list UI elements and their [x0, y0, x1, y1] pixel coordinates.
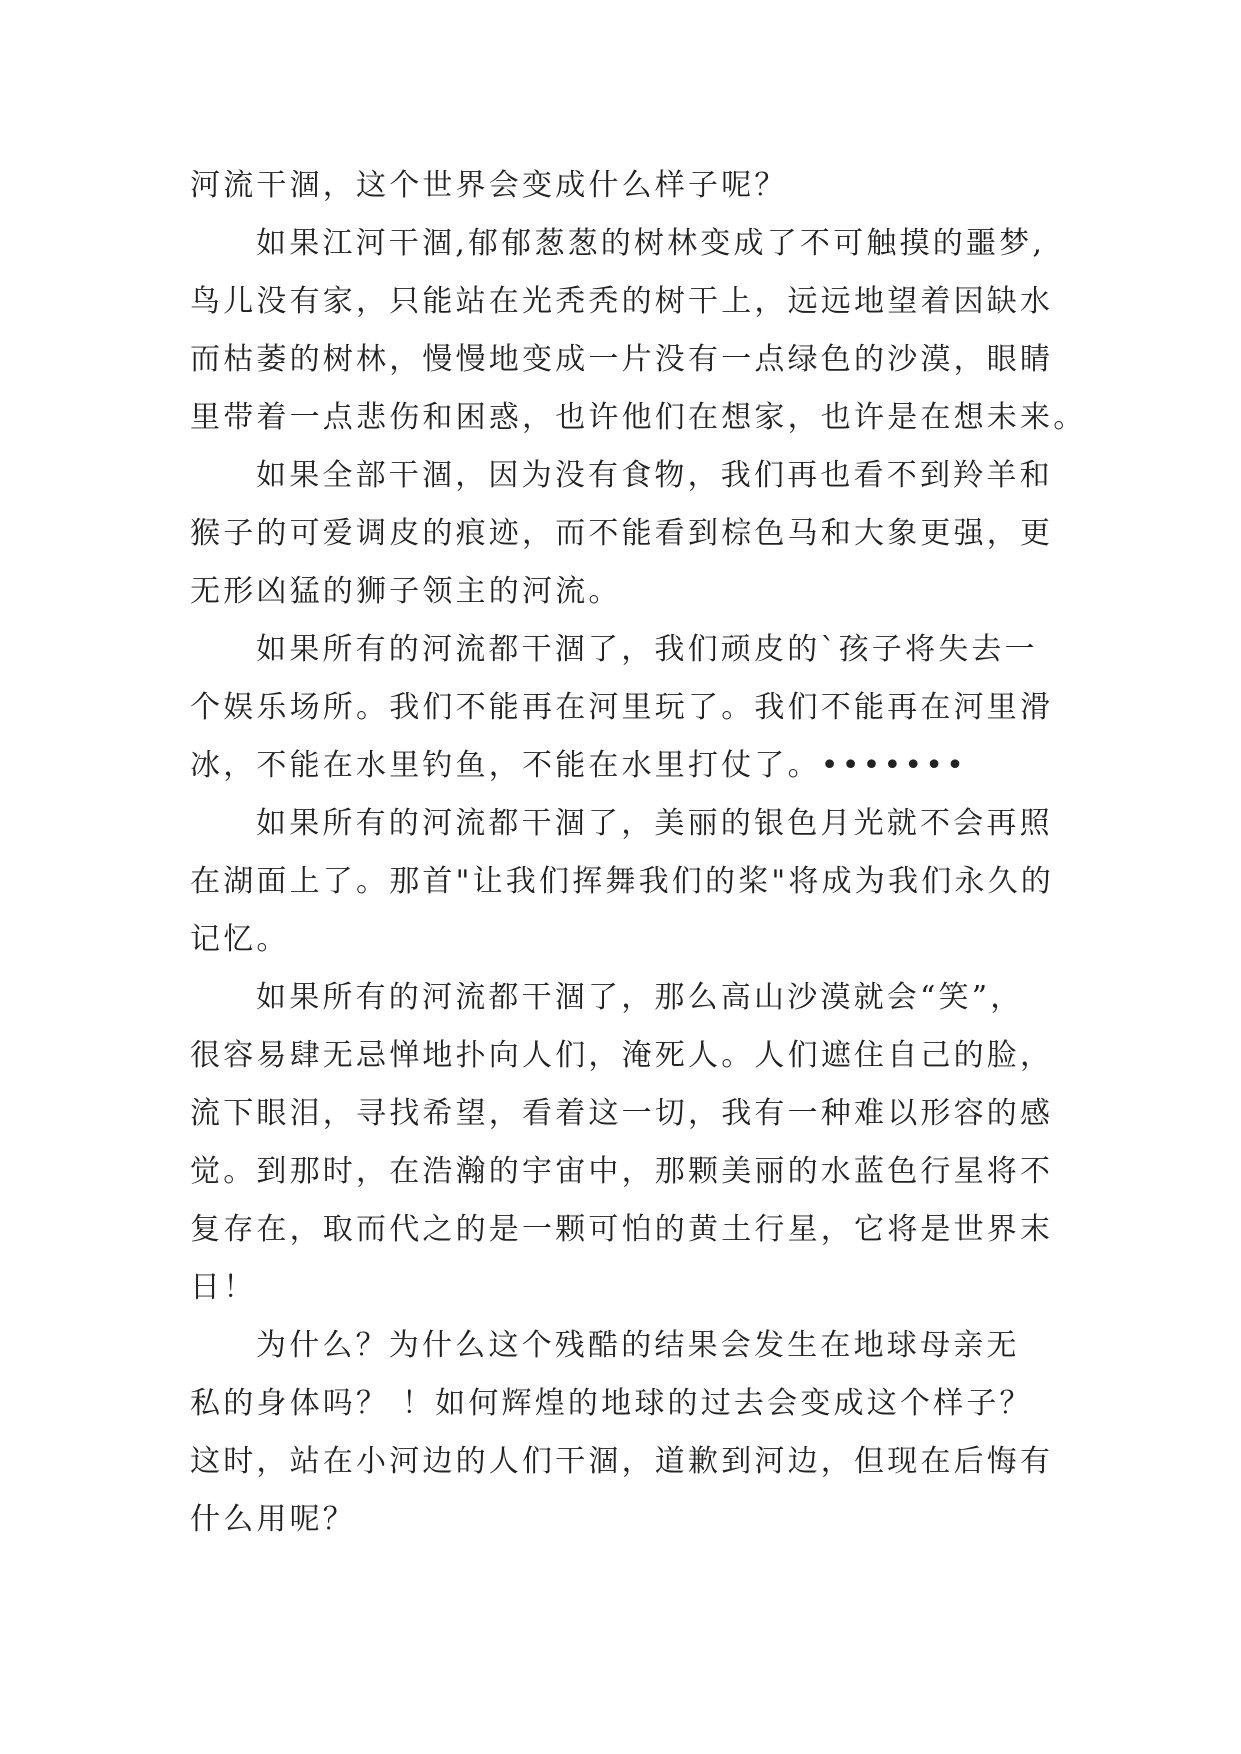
paragraph-5-line-6: 日！	[190, 1270, 257, 1305]
paragraph-3-line-2: 个娱乐场所。我们不能再在河里玩了。我们不能再在河里滑	[190, 690, 1054, 725]
paragraph-5-line-4: 觉。到那时，在浩瀚的宇宙中，那颗美丽的水蓝色行星将不	[190, 1154, 1054, 1189]
paragraph-5-line-3: 流下眼泪，寻找希望，看着这一切，我有一种难以形容的感	[190, 1096, 1054, 1131]
paragraph-3-line-1: 如果所有的河流都干涸了，我们顽皮的`孩子将失去一	[256, 632, 1038, 667]
paragraph-6-line-3: 这时，站在小河边的人们干涸，道歉到河边，但现在后悔有	[190, 1444, 1054, 1479]
paragraph-1-line-4: 里带着一点悲伤和困惑，也许他们在想家，也许是在想未来。	[190, 400, 1087, 435]
paragraph-6-line-1: 为什么？为什么这个残酷的结果会发生在地球母亲无	[256, 1328, 1020, 1363]
paragraph-5-line-2: 很容易肆无忌惮地扑向人们，淹死人。人们遮住自己的脸，	[190, 1038, 1054, 1073]
paragraph-6-line-2: 私的身体吗？ ！如何辉煌的地球的过去会变成这个样子？	[190, 1386, 1033, 1421]
paragraph-2-line-2: 猴子的可爱调皮的痕迹，而不能看到棕色马和大象更强，更	[190, 516, 1054, 551]
paragraph-2-line-1: 如果全部干涸，因为没有食物，我们再也看不到羚羊和	[256, 458, 1053, 493]
paragraph-6-line-4: 什么用呢？	[190, 1502, 356, 1537]
paragraph-4-line-3: 记忆。	[190, 922, 290, 957]
paragraph-2-line-3: 无形凶猛的狮子领主的河流。	[190, 574, 622, 609]
paragraph-3-line-3: 冰，不能在水里钓鱼，不能在水里打仗了。•••••••	[190, 748, 968, 783]
text-line-1: 河流干涸，这个世界会变成什么样子呢？	[190, 168, 788, 203]
essay-text-body	[190, 157, 1087, 1549]
paragraph-5-line-1: 如果所有的河流都干涸了，那么高山沙漠就会“笑”，	[256, 980, 1024, 1015]
paragraph-1-line-3: 而枯萎的树林，慢慢地变成一片没有一点绿色的沙漠，眼睛	[190, 342, 1054, 377]
paragraph-5-line-5: 复存在，取而代之的是一颗可怕的黄土行星，它将是世界末	[190, 1212, 1054, 1247]
paragraph-1-line-2: 鸟儿没有家，只能站在光秃秃的树干上，远远地望着因缺水	[190, 284, 1054, 319]
paragraph-4-line-1: 如果所有的河流都干涸了，美丽的银色月光就不会再照	[256, 806, 1053, 841]
paragraph-1-line-1: 如果江河干涸,郁郁葱葱的树林变成了不可触摸的噩梦,	[256, 226, 1046, 261]
paragraph-4-line-2: 在湖面上了。那首"让我们挥舞我们的桨"将成为我们永久的	[190, 864, 1054, 899]
